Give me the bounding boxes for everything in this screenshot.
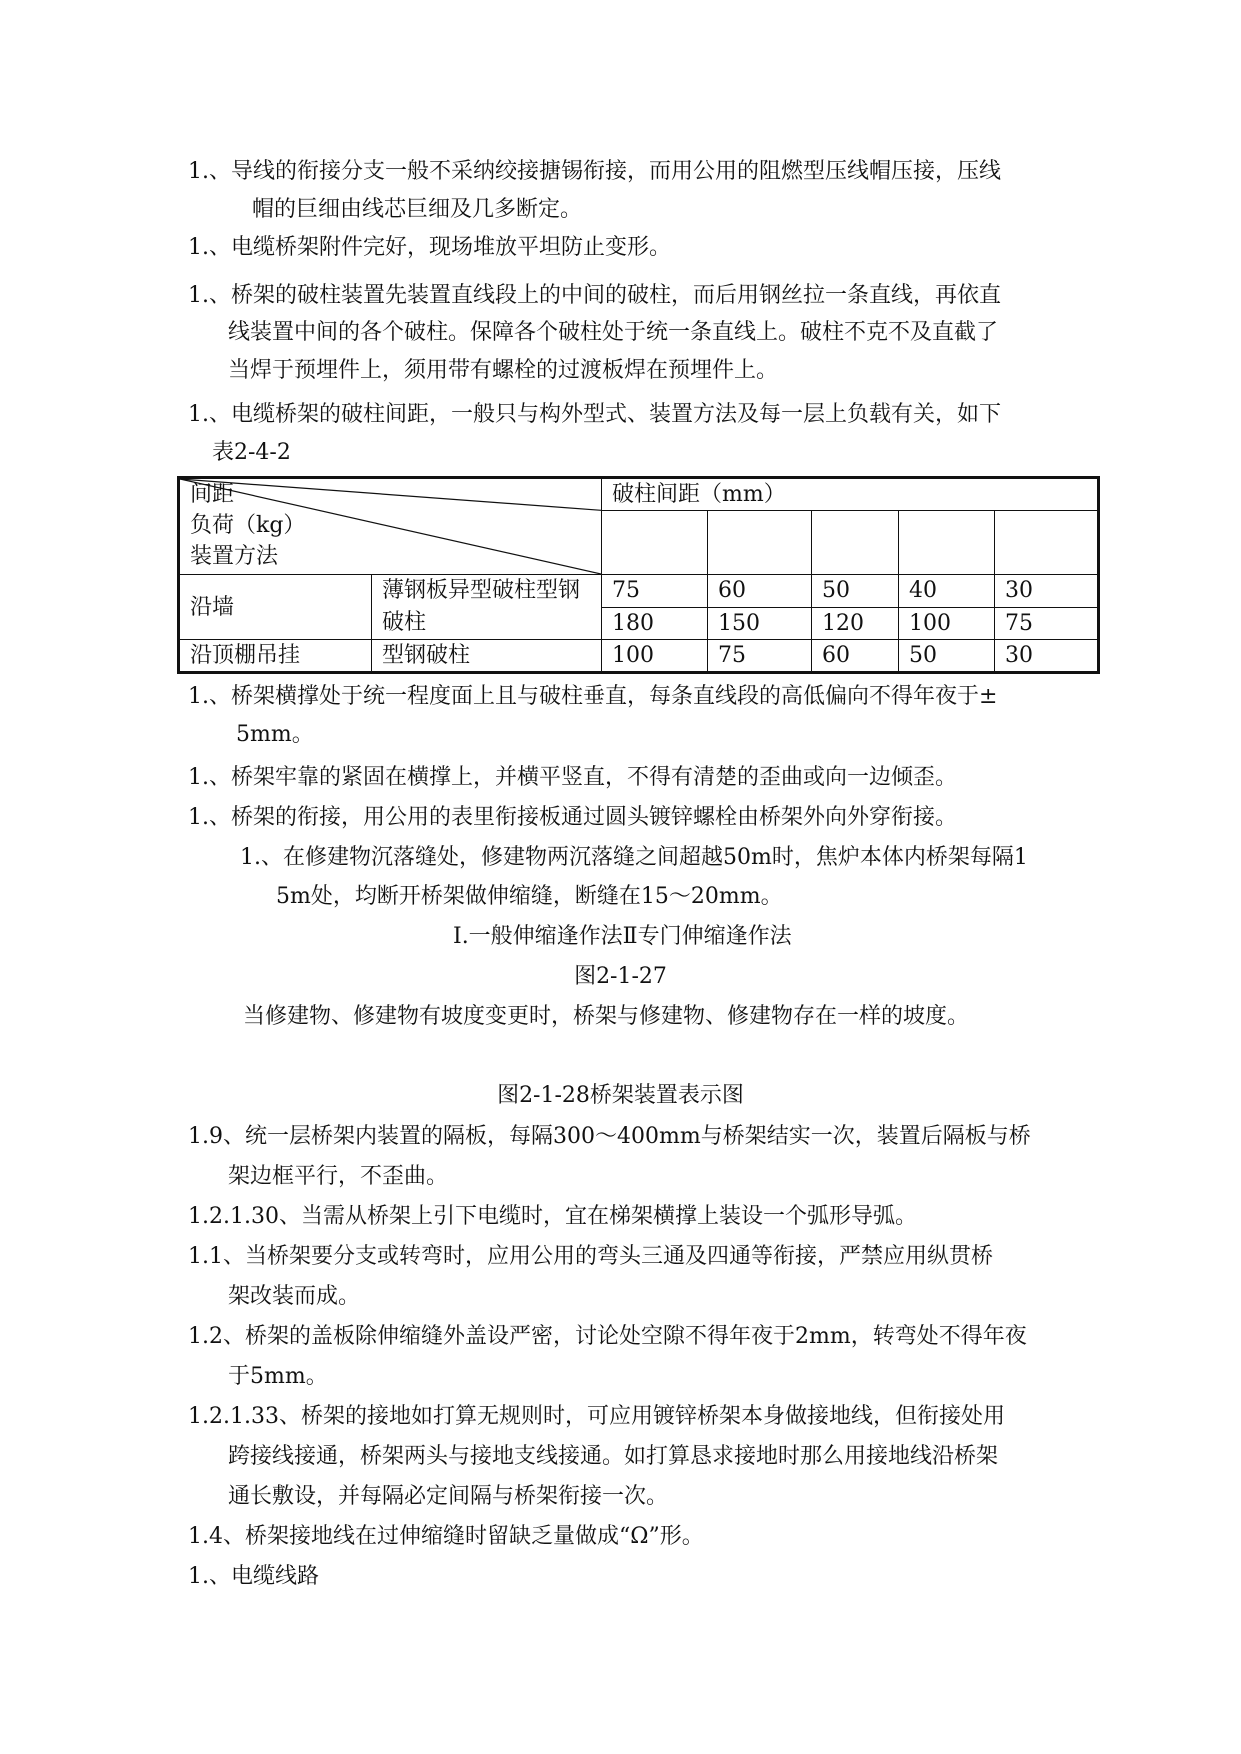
- table-cell-value: 50: [899, 640, 995, 673]
- table-cell-value: 180: [602, 607, 708, 640]
- table-row: [179, 640, 1099, 673]
- table-cell-empty: [812, 511, 899, 575]
- paragraph-line: 1.、桥架牢靠的紧固在横撑上，并横平竖直，不得有清楚的歪曲或向一边倾歪。: [188, 765, 957, 790]
- table-cell-type: 薄钢板异型破柱型钢破柱: [372, 575, 602, 640]
- paragraph-line: 1.4、桥架接地线在过伸缩缝时留缺乏量做成“Ω”形。: [188, 1524, 704, 1549]
- table-cell-empty: [899, 511, 995, 575]
- figure-caption: 图2-1-28桥架装置表示图: [497, 1083, 744, 1108]
- paragraph-line: 帽的巨细由线芯巨细及几多断定。: [252, 197, 583, 222]
- paragraph-line: 1.、电缆桥架附件完好，现场堆放平坦防止变形。: [188, 235, 671, 260]
- paragraph-line: 1.9、统一层桥架内装置的隔板，每隔300～400mm与桥架结实一次，装置后隔板与桥: [188, 1124, 1031, 1149]
- paragraph-line: 1.2、桥架的盖板除伸缩缝外盖设严密，讨论处空隙不得年夜于2mm，转弯处不得年夜: [188, 1324, 1027, 1349]
- paragraph-line: 1.、桥架的衔接，用公用的表里衔接板通过圆头镀锌螺栓由桥架外向外穿衔接。: [188, 805, 957, 830]
- paragraph-line: 于5mm。: [228, 1364, 328, 1389]
- paragraph-line: 1.2.1.33、桥架的接地如打算无规则时，可应用镀锌桥架本身做接地线，但衔接处用: [188, 1404, 1005, 1429]
- corner-label-method: 装置方法: [190, 544, 279, 569]
- table-header-spacing: 破柱间距（mm）: [602, 478, 1099, 511]
- paragraph-line: 1.、桥架的破柱装置先装置直线段上的中间的破柱，而后用钢丝拉一条直线，再依直: [188, 283, 1001, 308]
- paragraph-line: 1.、导线的衔接分支一般不采纳绞接搪锡衔接，而用公用的阻燃型压线帽压接，压线: [188, 159, 1001, 184]
- table-cell-value: 100: [602, 640, 708, 673]
- table-cell-value: 75: [708, 640, 812, 673]
- corner-label-spacing: 间距: [190, 482, 235, 507]
- table-cell-value: 50: [812, 575, 899, 608]
- table-cell-empty: [995, 511, 1099, 575]
- table-cell-empty: [602, 511, 708, 575]
- paragraph-line: 跨接线接通，桥架两头与接地支线接通。如打算恳求接地时那么用接地线沿桥架: [228, 1444, 999, 1469]
- table-cell-value: 120: [812, 607, 899, 640]
- paragraph-line: 1.、电缆桥架的破柱间距，一般只与构外型式、装置方法及每一层上负载有关，如下: [188, 402, 1001, 427]
- table-cell-value: 150: [708, 607, 812, 640]
- paragraph-line: 表2-4-2: [212, 440, 291, 465]
- paragraph-line: 当焊于预埋件上，须用带有螺栓的过渡板焊在预埋件上。: [228, 358, 779, 383]
- paragraph-line: 5m处，均断开桥架做伸缩缝，断缝在15～20mm。: [276, 884, 783, 909]
- paragraph-line: 1.1、当桥架要分支或转弯时，应用公用的弯头三通及四通等衔接，严禁应用纵贯桥: [188, 1244, 993, 1269]
- figure-caption: 图2-1-27: [574, 964, 667, 989]
- slope-note: 当修建物、修建物有坡度变更时，桥架与修建物、修建物存在一样的坡度。: [243, 1004, 970, 1029]
- table-cell-method: 沿顶棚吊挂: [179, 640, 372, 673]
- table-cell-value: 30: [995, 575, 1099, 608]
- paragraph-line: 架改装而成。: [228, 1284, 361, 1309]
- paragraph-line: 1.2.1.30、当需从桥架上引下电缆时，宜在梯架横撑上装设一个弧形导弧。: [188, 1204, 917, 1229]
- paragraph-line: 1.、在修建物沉落缝处，修建物两沉落缝之间超越50m时，焦炉本体内桥架每隔1: [240, 845, 1028, 870]
- paragraph-line: 5mm。: [236, 722, 314, 747]
- spacing-table: [177, 476, 1100, 674]
- table-cell-value: 30: [995, 640, 1099, 673]
- table-cell-method: 沿墙: [179, 575, 372, 640]
- table-corner-header: [179, 478, 602, 575]
- paragraph-line: 1.、桥架横撑处于统一程度面上且与破柱垂直，每条直线段的高低偏向不得年夜于±: [188, 684, 998, 709]
- table-cell-value: 75: [995, 607, 1099, 640]
- table-row: [179, 575, 1099, 608]
- corner-label-load: 负荷（kg）: [190, 513, 306, 538]
- table-cell-type: 型钢破柱: [372, 640, 602, 673]
- paragraph-line: 架边框平行，不歪曲。: [228, 1164, 449, 1189]
- paragraph-line: 线装置中间的各个破柱。保障各个破柱处于统一条直线上。破柱不克不及直截了: [228, 320, 999, 345]
- table-cell-value: 40: [899, 575, 995, 608]
- table-cell-value: 60: [812, 640, 899, 673]
- table-cell-empty: [708, 511, 812, 575]
- method-caption: Ⅰ.一般伸缩逢作法Ⅱ专门伸缩逢作法: [453, 924, 792, 949]
- table-cell-value: 60: [708, 575, 812, 608]
- paragraph-line: 通长敷设，并每隔必定间隔与桥架衔接一次。: [228, 1484, 669, 1509]
- paragraph-line: 1.、电缆线路: [188, 1564, 319, 1589]
- table-cell-value: 75: [602, 575, 708, 608]
- table-cell-value: 100: [899, 607, 995, 640]
